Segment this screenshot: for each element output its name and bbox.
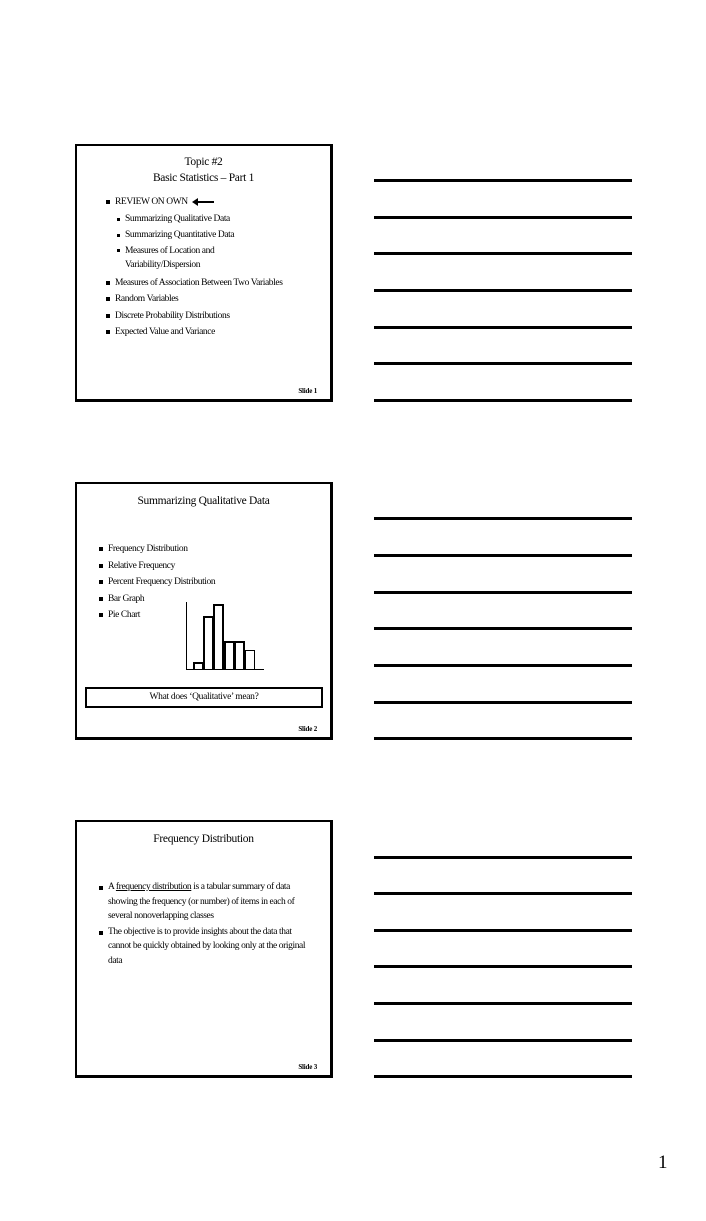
slide-1-bullet-list [106,194,326,341]
note-line [374,289,632,292]
bullet-item: Pie Chart [99,607,215,624]
note-line [374,326,632,329]
slide-number-label: Slide 1 [298,387,317,395]
square-bullet-icon [99,931,103,935]
note-line [374,554,632,557]
note-line [374,179,632,182]
slide-1-title [77,154,330,186]
square-bullet-icon [99,886,103,890]
bullet-item: REVIEW ON OWN [106,194,326,211]
small-square-bullet-icon [117,249,120,252]
bullet-item: Frequency Distribution [99,541,215,558]
sub-bullet-item: Summarizing Quantitative Data [106,227,326,244]
square-bullet-icon [99,580,103,584]
square-bullet-icon [99,547,103,551]
bullet-item: A frequency distribution is a tabular summary of data showing the frequency (or number) of items in each of several nonoverlapping classes [99,880,307,924]
bar-graph-illustration [186,602,266,672]
note-line [374,627,632,630]
note-line [374,362,632,365]
note-line [374,1002,632,1005]
note-line [374,737,632,740]
underlined-term: frequency distribution [115,882,192,892]
bullet-item: The objective is to provide insights about the data that cannot be quickly obtained by looking only at the original data [99,925,307,969]
chart-x-axis [186,669,264,670]
note-line [374,892,632,895]
note-line [374,664,632,667]
small-square-bullet-icon [117,234,120,237]
slide-1-title-line2: Basic Statistics – Part 1 [152,172,255,184]
left-arrow-icon [192,198,214,206]
slide-3-title: Frequency Distribution [153,833,254,845]
note-line [374,399,632,402]
note-line [374,1075,632,1078]
slide-2-title: Summarizing Qualitative Data [137,495,270,507]
slide-1 [75,144,333,402]
question-caption-box: What does ‘Qualitative’ mean? [85,687,323,708]
note-line [374,252,632,255]
slide-2 [75,482,333,740]
bar [213,604,224,669]
slide-3 [75,820,333,1078]
note-line [374,929,632,932]
bar [245,650,255,669]
note-line [374,1039,632,1042]
square-bullet-icon [106,200,110,204]
bullet-item: Relative Frequency [99,558,215,575]
bullet-item: Measures of Association Between Two Variables [106,275,326,292]
slide-1-title-line1: Topic #2 [184,156,223,168]
note-line [374,701,632,704]
square-bullet-icon [106,281,110,285]
sub-bullet-item: Measures of Location and Variability/Dispersion [106,244,236,273]
note-line [374,591,632,594]
sub-bullet-item: Summarizing Qualitative Data [106,211,326,228]
square-bullet-icon [106,330,110,334]
square-bullet-icon [99,613,103,617]
bullet-item: Bar Graph [99,591,215,608]
slide-number-label: Slide 2 [298,725,317,733]
square-bullet-icon [99,597,103,601]
bullet-item: Expected Value and Variance [106,324,326,341]
square-bullet-icon [106,314,110,318]
note-line [374,856,632,859]
bullet-item: Discrete Probability Distributions [106,308,326,325]
slide-3-bullet-list [99,880,307,969]
page-number: 1 [658,1152,668,1173]
slide-number-label: Slide 3 [298,1063,317,1071]
note-line [374,517,632,520]
bar [234,641,245,669]
small-square-bullet-icon [117,218,120,221]
square-bullet-icon [99,564,103,568]
square-bullet-icon [106,297,110,301]
note-line [374,965,632,968]
bullet-item: Random Variables [106,291,326,308]
note-line [374,216,632,219]
chart-y-axis [186,602,187,670]
bullet-item: Percent Frequency Distribution [99,574,215,591]
